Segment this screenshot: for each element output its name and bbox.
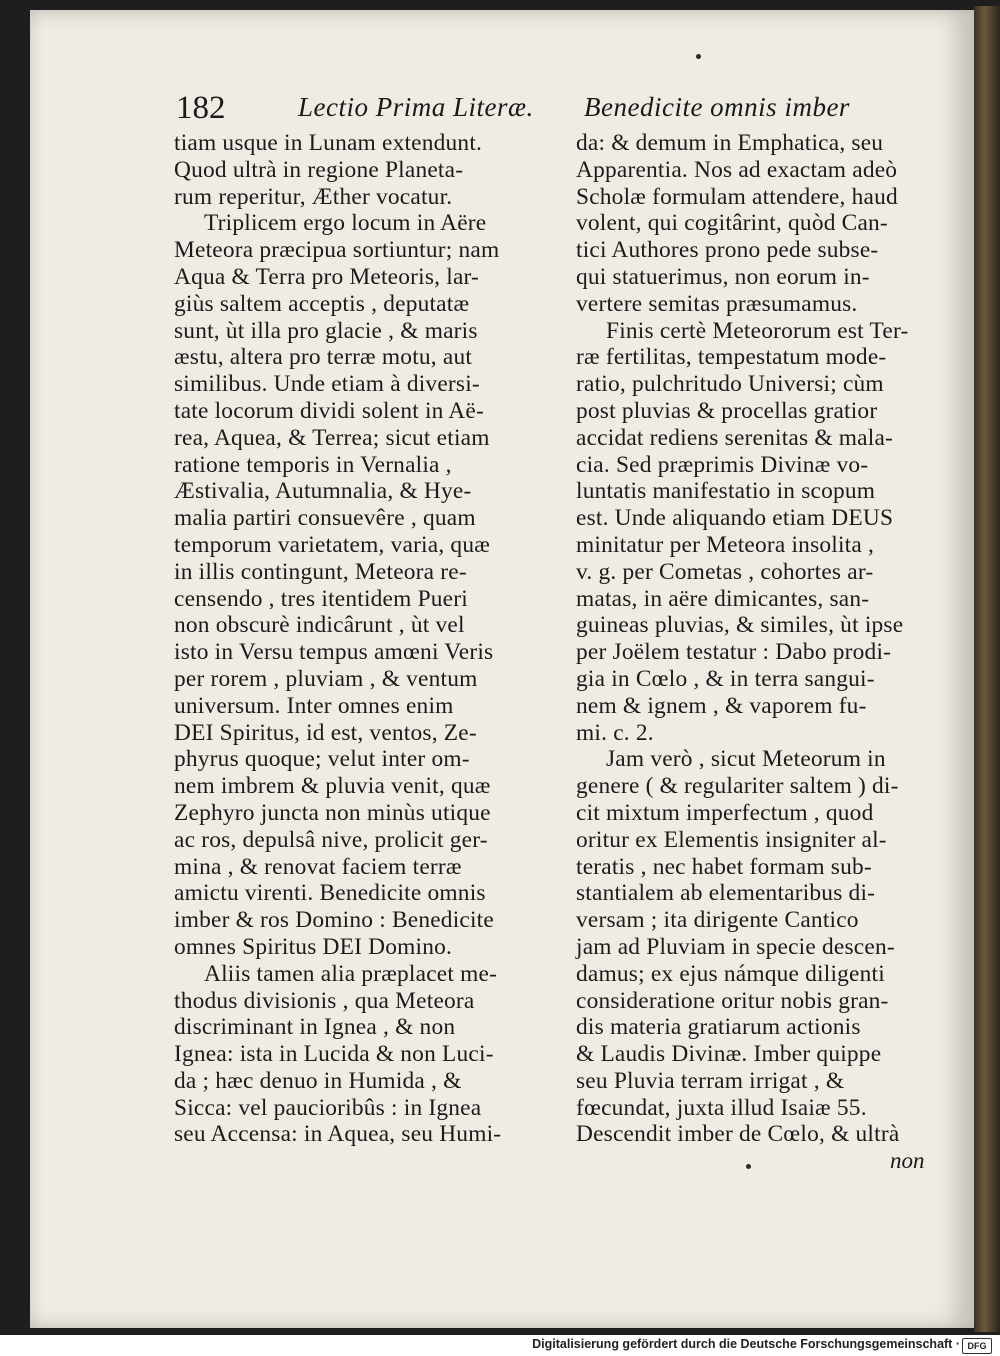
- text-line: imber & ros Domino : Benedicite: [174, 907, 494, 934]
- text-line: Sicca: vel paucioribûs : in Ignea: [174, 1094, 482, 1121]
- text-line: in illis contingunt, Meteora re-: [174, 558, 467, 585]
- text-line: consideratione oritur nobis gran-: [576, 987, 889, 1014]
- text-line: Apparentia. Nos ad exactam adeò: [576, 156, 898, 183]
- text-line: rea, Aquea, & Terrea; sicut etiam: [174, 424, 490, 451]
- text-line: stantialem ab elementaribus di-: [576, 880, 876, 907]
- text-line: fœcundat, juxta illud Isaiæ 55.: [576, 1094, 867, 1121]
- text-line: phyrus quoque; velut inter om-: [174, 746, 470, 773]
- text-line: similibus. Unde etiam à diversi-: [174, 371, 480, 398]
- text-line: Descendit imber de Cœlo, & ultrà: [576, 1121, 900, 1148]
- text-line: tici Authores prono pede subse-: [576, 237, 879, 264]
- text-line: tiam usque in Lunam extendunt.: [174, 130, 483, 156]
- text-line: Triplicem ergo locum in Aëre: [204, 210, 487, 237]
- text-line: oritur ex Elementis insigniter al-: [576, 826, 887, 853]
- footer-credit: Digitalisierung gefördert durch die Deutsche Forschungsgemeinschaft ·: [532, 1337, 960, 1351]
- text-line: v. g. per Cometas , cohortes ar-: [576, 558, 874, 585]
- text-line: temporum varietatem, varia, quæ: [174, 531, 491, 558]
- text-line: DEI Spiritus, id est, ventos, Ze-: [174, 719, 477, 746]
- text-line: Aliis tamen alia præplacet me-: [204, 960, 498, 987]
- text-line: nem & ignem , & vaporem fu-: [576, 692, 867, 719]
- text-line: genere ( & regulariter saltem ) di-: [576, 773, 899, 800]
- text-line: matas, in aëre dimicantes, san-: [576, 585, 870, 612]
- text-line: giùs saltem acceptis , deputatæ: [174, 290, 470, 317]
- text-line: teratis , nec habet formam sub-: [576, 853, 872, 880]
- text-line: nem imbrem & pluvia venit, quæ: [174, 773, 491, 800]
- text-line: mi. c. 2.: [576, 719, 654, 746]
- text-line: versam ; ita dirigente Cantico: [576, 907, 859, 934]
- left-text-column: [174, 130, 556, 1148]
- text-line: Ignea: ista in Lucida & non Luci-: [174, 1041, 494, 1068]
- text-line: minitatur per Meteora insolita ,: [576, 531, 875, 558]
- text-line: Finis certè Meteororum est Ter-: [606, 317, 909, 344]
- page-number: 182: [176, 90, 226, 126]
- text-line: Scholæ formulam attendere, haud: [576, 183, 898, 210]
- text-line: universum. Inter omnes enim: [174, 692, 454, 719]
- text-line: cia. Sed præprimis Divinæ vo-: [576, 451, 869, 478]
- text-line: malia partiri consuevêre , quam: [174, 505, 476, 532]
- ink-speck: [696, 54, 701, 59]
- text-line: seu Pluvia terram irrigat , &: [576, 1067, 845, 1094]
- text-line: rum reperitur, Æther vocatur.: [174, 183, 453, 210]
- text-line: post pluvias & procellas gratior: [576, 397, 878, 424]
- page-header: [30, 88, 974, 132]
- text-line: censendo , tres itentidem Pueri: [174, 585, 468, 612]
- right-text-column: [576, 130, 960, 1148]
- text-line: Zephyro juncta non minùs utique: [174, 799, 491, 826]
- text-line: Aqua & Terra pro Meteoris, lar-: [174, 263, 480, 290]
- running-head-right: Benedicite omnis imber: [584, 92, 850, 122]
- text-line: ac ros, depulsâ nive, prolicit ger-: [174, 826, 488, 853]
- text-line: dis materia gratiarum actionis: [576, 1014, 861, 1041]
- text-line: cit mixtum imperfectum , quod: [576, 799, 874, 826]
- book-page: [30, 10, 974, 1328]
- dfg-logo: DFG: [962, 1338, 992, 1354]
- text-line: vertere semitas præsumamus.: [576, 290, 858, 317]
- text-line: tate locorum dividi solent in Aë-: [174, 397, 484, 424]
- ink-speck: [746, 1164, 751, 1169]
- catchword: non: [890, 1148, 925, 1173]
- text-line: discriminant in Ignea , & non: [174, 1014, 456, 1041]
- text-line: Jam verò , sicut Meteorum in: [606, 746, 886, 773]
- text-line: per rorem , pluviam , & ventum: [174, 665, 478, 692]
- text-line: amictu virenti. Benedicite omnis: [174, 880, 486, 907]
- text-line: gia in Cœlo , & in terra sangui-: [576, 665, 875, 692]
- footer-bar: [0, 1335, 1000, 1356]
- text-line: thodus divisionis , qua Meteora: [174, 987, 475, 1014]
- text-line: luntatis manifestatio in scopum: [576, 478, 876, 505]
- text-line: est. Unde aliquando etiam DEUS: [576, 505, 894, 532]
- text-line: mina , & renovat faciem terræ: [174, 853, 462, 880]
- text-line: ratio, pulchritudo Universi; cùm: [576, 371, 884, 398]
- text-line: non obscurè indicârunt , ùt vel: [174, 612, 465, 639]
- book-edge: [974, 6, 1000, 1332]
- text-line: ratione temporis in Vernalia ,: [174, 451, 452, 478]
- text-line: volent, qui cogitârint, quòd Can-: [576, 210, 888, 237]
- text-line: accidat rediens serenitas & mala-: [576, 424, 894, 451]
- text-line: qui statuerimus, non eorum in-: [576, 263, 870, 290]
- running-head-left: Lectio Prima Literæ.: [298, 92, 534, 122]
- text-line: ræ fertilitas, tempestatum mode-: [576, 344, 887, 371]
- text-line: jam ad Pluviam in specie descen-: [576, 933, 895, 960]
- text-line: æstu, altera pro terræ motu, aut: [174, 344, 473, 371]
- text-line: sunt, ùt illa pro glacie , & maris: [174, 317, 478, 344]
- text-line: & Laudis Divinæ. Imber quippe: [576, 1041, 882, 1068]
- text-line: isto in Versu tempus amœni Veris: [174, 639, 494, 666]
- text-line: da ; hæc denuo in Humida , &: [174, 1067, 462, 1094]
- text-line: per Joëlem testatur : Dabo prodi-: [576, 639, 892, 666]
- text-line: omnes Spiritus DEI Domino.: [174, 933, 453, 960]
- text-line: seu Accensa: in Aquea, seu Humi-: [174, 1121, 502, 1148]
- text-line: Meteora præcipua sortiuntur; nam: [174, 237, 500, 264]
- text-line: guineas pluvias, & similes, ùt ipse: [576, 612, 904, 639]
- text-line: Quod ultrà in regione Planeta-: [174, 156, 464, 183]
- text-line: damus; ex ejus námque diligenti: [576, 960, 885, 987]
- text-line: da: & demum in Emphatica, seu: [576, 130, 884, 156]
- text-line: Æstivalia, Autumnalia, & Hye-: [174, 478, 472, 505]
